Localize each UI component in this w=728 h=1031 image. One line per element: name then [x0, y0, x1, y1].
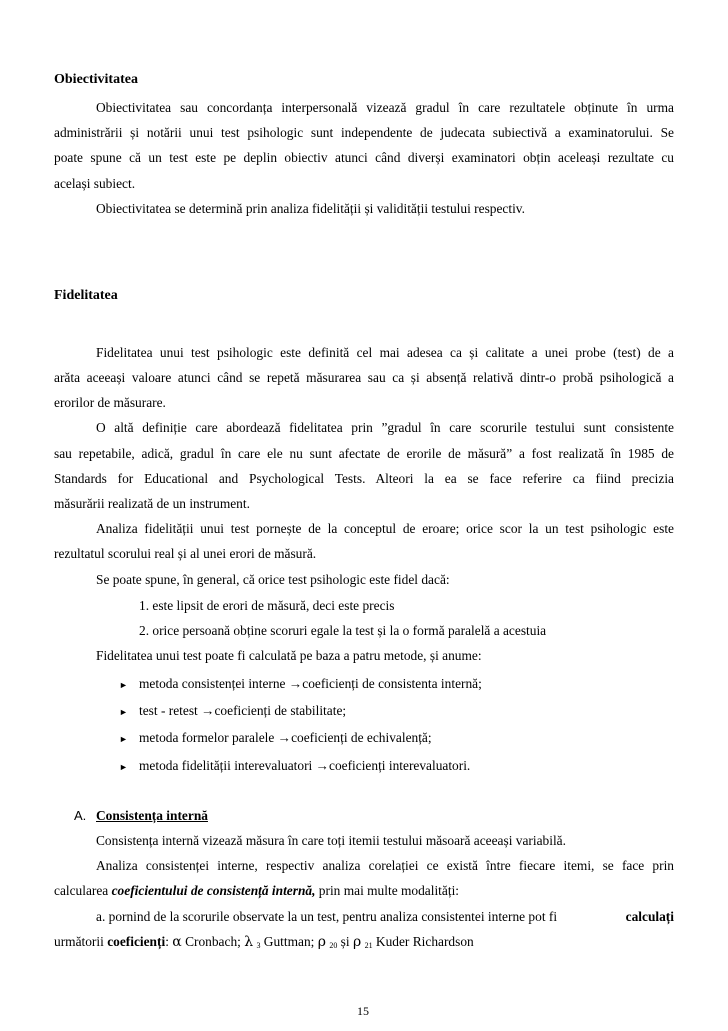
bullet-icon: ►	[119, 707, 128, 717]
bold-text: calculați	[625, 909, 674, 924]
method-item: test - retest →coeficienți de stabilitate;	[139, 703, 347, 718]
paragraph-line: sau repetabile, adică, gradul în care ele nu sunt afectate de erorile de măsură” a fost realizată în 1985 de	[54, 446, 674, 461]
paragraph-line: Standards for Educational and Psychological Tests. Alteori la ea se face referire ca fiind precizia	[54, 471, 674, 486]
paragraph-line: erorilor de măsurare.	[54, 395, 166, 410]
paragraph-line: administrării și notării unui test psihologic sunt independente de judecata subiectivă a examinatorului. Se	[54, 125, 674, 140]
alpha-symbol: α	[172, 934, 182, 950]
paragraph-line	[54, 934, 474, 954]
subscript: 3	[256, 941, 261, 950]
paragraph-line: O altă definiție care abordează fidelitatea prin ”gradul în care scorurile testului sunt consistente	[96, 420, 674, 435]
bold-text: coeficienți	[107, 934, 166, 949]
subscript: 21	[364, 941, 373, 950]
bullet-icon: ►	[119, 734, 128, 744]
rho-symbol: ρ	[352, 934, 362, 950]
text-run: și	[337, 934, 353, 949]
text-run: calcularea	[54, 883, 112, 898]
paragraph-line: Obiectivitatea sau concordanța interpersonală vizează gradul în care rezultatele obținute în urma	[96, 100, 674, 115]
paragraph-line: rezultatul scorului real și al unei erori de măsură.	[54, 546, 317, 561]
paragraph-line: măsurării realizată de un instrument.	[54, 496, 250, 511]
method-item: metoda consistenței interne →coeficienți de consistenta internă;	[139, 676, 482, 691]
section-heading-fidelitatea: Fidelitatea	[54, 288, 118, 303]
method-item: metoda fidelității interevaluatori →coeficienți interevaluatori.	[139, 758, 471, 773]
paragraph: Obiectivitatea se determină prin analiza fidelității și validității testului respectiv.	[96, 201, 525, 216]
page-number: 15	[357, 1004, 369, 1018]
numbered-item: 1. este lipsit de erori de măsură, deci este precis	[139, 598, 395, 613]
method-item: metoda formelor paralele →coeficienți de echivalență;	[139, 730, 432, 745]
paragraph-line: poate spune că un test este pe deplin obiectiv atunci când diverși examinatori obțin aceleași rezultate cu	[54, 150, 674, 165]
paragraph-line	[54, 883, 459, 899]
numbered-item: 2. orice persoană obține scoruri egale la test și la o formă paralelă a acestuia	[139, 623, 547, 638]
paragraph-line: Fidelitatea unui test psihologic este definită cel mai adesea ca și calitate a unei probe (test) de a	[96, 345, 674, 360]
text-run: :	[165, 934, 173, 949]
paragraph: Consistența internă vizează măsura în care toți itemii testului măsoară aceeași variabilă.	[96, 833, 566, 848]
bullet-icon: ►	[119, 680, 128, 690]
paragraph-line: același subiect.	[54, 176, 136, 191]
bullet-icon: ►	[119, 762, 128, 772]
section-marker: A.	[74, 808, 87, 823]
text-run: Kuder Richardson	[372, 934, 474, 949]
text-run: a. pornind de la scorurile observate la un test, pentru analiza consistentei interne pot fi	[96, 909, 558, 924]
subsection-heading-consistenta: Consistența internă	[96, 808, 208, 823]
section-heading-obiectivitatea: Obiectivitatea	[54, 72, 138, 87]
paragraph-line	[96, 909, 674, 925]
rho-symbol: ρ	[317, 934, 326, 950]
subscript: 20	[329, 941, 338, 950]
lambda-symbol: λ	[244, 934, 254, 950]
paragraph-line: Analiza fidelității unui test pornește de la conceptul de eroare; orice scor la un test psihologic este	[96, 521, 674, 536]
text-run: Cronbach;	[181, 934, 245, 949]
paragraph-line: Analiza consistenței interne, respectiv analiza corelației ce există între fiecare itemi, se face prin	[96, 858, 674, 873]
paragraph: Se poate spune, în general, că orice test psihologic este fidel dacă:	[96, 572, 450, 587]
emphasis-text: coeficientului de consistență internă,	[111, 883, 316, 898]
paragraph-line: arăta aceeași valoare atunci când se repetă măsurarea sau ca și absență relativă dintr-o probă psihologică a	[54, 370, 674, 385]
text-run: Guttman;	[260, 934, 318, 949]
text-run: următorii	[54, 934, 108, 949]
text-run: prin mai multe modalități:	[315, 883, 460, 898]
paragraph: Fidelitatea unui test poate fi calculată pe baza a patru metode, și anume:	[96, 648, 482, 663]
